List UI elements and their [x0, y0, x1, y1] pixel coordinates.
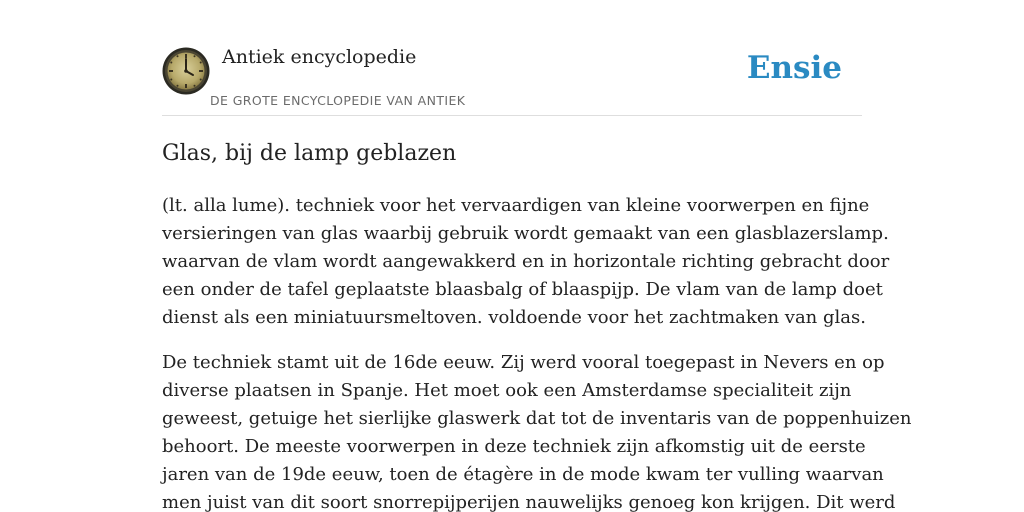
article-title: Glas, bij de lamp geblazen	[162, 141, 457, 166]
text-line: De techniek stamt uit de 16de eeuw. Zij werd vooral toegepast in Nevers en op	[162, 352, 885, 373]
text-line: behoort. De meeste voorwerpen in deze techniek zijn afkomstig uit de eerste	[162, 436, 866, 457]
text-line: men juist van dit soort snorrepijperijen nauwelijks genoeg kon krijgen. Dit werd	[162, 492, 896, 512]
site-tagline: DE GROTE ENCYCLOPEDIE VAN ANTIEK	[210, 93, 466, 108]
text-line: geweest, getuige het sierlijke glaswerk dat tot de inventaris van de poppenhuizen	[162, 408, 912, 429]
article-paragraph	[162, 349, 912, 512]
text-line: een onder de tafel geplaatste blaasbalg of blaaspijp. De vlam van de lamp doet	[162, 279, 883, 300]
article	[162, 139, 912, 512]
text-line: (lt. alla lume). techniek voor het vervaardigen van kleine voorwerpen en fijne	[162, 195, 870, 216]
ensie-logo-link[interactable]: Ensie	[746, 50, 842, 86]
text-line: versieringen van glas waarbij gebruik wordt gemaakt van een glasblazerslamp.	[162, 223, 889, 244]
site-header	[162, 44, 862, 116]
header-divider	[162, 115, 862, 116]
text-line: jaren van de 19de eeuw, toen de étagère in de mode kwam ter vulling waarvan	[162, 464, 884, 485]
article-paragraph	[162, 192, 890, 332]
text-line: diverse plaatsen in Spanje. Het moet ook een Amsterdamse specialiteit zijn	[162, 380, 852, 401]
text-line: waarvan de vlam wordt aangewakkerd en in horizontale richting gebracht door	[162, 251, 890, 272]
text-line: dienst als een miniatuursmeltoven. voldoende voor het zachtmaken van glas.	[162, 307, 866, 328]
clock-icon[interactable]	[162, 47, 210, 95]
site-name[interactable]: Antiek encyclopedie	[222, 46, 417, 68]
